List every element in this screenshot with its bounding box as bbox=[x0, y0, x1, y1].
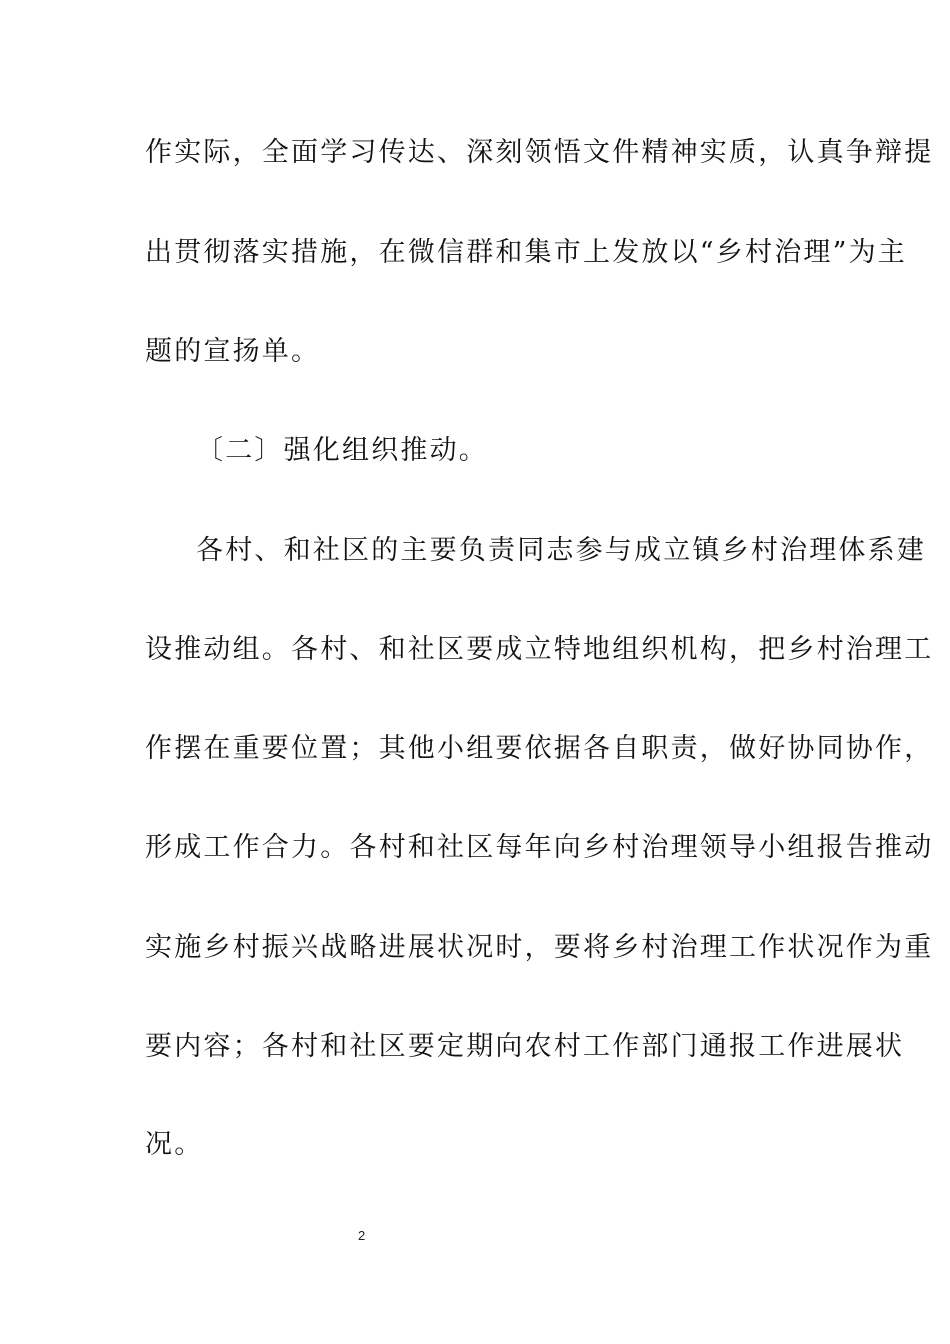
section-heading: 〔二〕强化组织推动。 bbox=[196, 435, 488, 466]
paragraph-line: 作实际，全面学习传达、深刻领悟文件精神实质，认真争辩提 bbox=[145, 137, 934, 168]
paragraph-line: 设推动组。各村、和社区要成立特地组织机构，把乡村治理工 bbox=[145, 634, 934, 665]
paragraph-line: 作摆在重要位置；其他小组要依据各自职责，做好协同协作， bbox=[145, 733, 934, 764]
paragraph-line: 出贯彻落实措施，在微信群和集市上发放以“乡村治理”为主 bbox=[145, 237, 908, 268]
paragraph-line: 要内容；各村和社区要定期向农村工作部门通报工作进展状 bbox=[145, 1031, 905, 1062]
paragraph-line: 况。 bbox=[145, 1129, 204, 1160]
paragraph-line: 形成工作合力。各村和社区每年向乡村治理领导小组报告推动 bbox=[145, 832, 934, 863]
paragraph-line: 实施乡村振兴战略进展状况时，要将乡村治理工作状况作为重 bbox=[145, 932, 934, 963]
paragraph-line: 各村、和社区的主要负责同志参与成立镇乡村治理体系建 bbox=[196, 535, 926, 566]
paragraph-line: 题的宣扬单。 bbox=[145, 336, 321, 367]
page-number: 2 bbox=[358, 1228, 366, 1243]
